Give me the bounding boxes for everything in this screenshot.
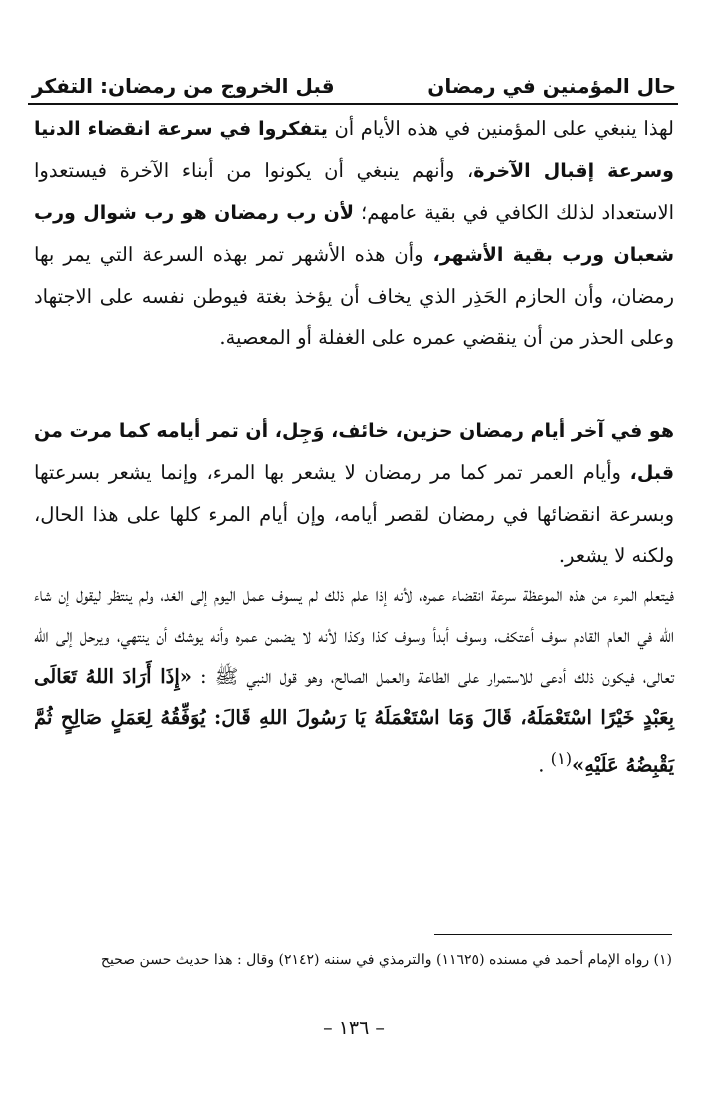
bold-emphasis: يتفكروا في سرعة انقضاء الدنيا وسرعة إقبال الآخرة: [34, 118, 674, 182]
paragraph-lesson: [34, 574, 674, 786]
running-header: [28, 72, 678, 102]
footnote-divider: [434, 934, 672, 935]
paragraph-text: لهذا ينبغي على المؤمنين في هذه الأيام أن: [327, 117, 674, 140]
bold-emphasis: هو في آخر أيام رمضان حزين، خائف، وَجِل، أن تمر أيامه كما مرت من قبل،: [34, 420, 675, 484]
hadith-quote: «إِذَا أَرَادَ اللهُ تَعَالَى بِعَبْدٍ خَيْرًا اسْتَعْمَلَهُ، قَالَ وَمَا اسْتَعْمَلَهُ يَا رَسُولَ اللهِ قَالَ: يُوَفِّقُهُ لِعَمَلٍ صَالِحٍ ثُمَّ يَقْبِضُهُ عَلَيْهِ»: [34, 665, 674, 777]
paragraph-text: وأيام العمر تمر كما مر رمضان لا يشعر بها المرء، وإنما يشعر بسرعتها وبسرعة انقضائها في رمضان لقصر أيامه، وإن أيام المرء كلها على هذا الحال، ولكنه لا يشعر.: [34, 461, 674, 567]
page-number: – ١٣٦ –: [323, 1017, 385, 1039]
paragraph-text: ، وأنهم ينبغي أن يكونوا من أبناء الآخرة فيستعدوا الاستعداد لذلك الكافي في بقية عامهم؛: [34, 159, 674, 224]
paragraph-end: .: [538, 753, 551, 777]
header-chapter-title: قبل الخروج من رمضان: التفكر: [32, 74, 335, 98]
paragraph-sadness: [34, 410, 674, 576]
footnote: (١) رواه الإمام أحمد في مسنده (١١٦٢٥) والترمذي في سننه (٢١٤٢) وقال : هذا حديث حسن صحيح: [100, 952, 672, 968]
paragraph-text: فيتعلم المرء من هذه الموعظة سرعة انقضاء عمره، لأنه إذا علم ذلك لم يسوف عمل اليوم إلى الغد، ولم ينتظر ليقول إن شاء الله في العام القادم سوف أعتكف، وسوف أبدأ وسوف كذا وكذا لأنه لا يضمن عمره وأنه يوشك أن ينتهي، ويرحل إلى الله تعالى، فيكون ذلك أدعى للاستمرار على الطاعة والعمل الصالح، وهو قول النبي ﷺ :: [34, 583, 674, 688]
paragraph-text: وأن هذه الأشهر تمر بهذه السرعة التي يمر بها رمضان، وأن الحازم الحَذِر الذي يخاف أن يؤخذ بغتة فيوطن نفسه على الاجتهاد وعلى الحذر من أن ينقضي عمره على الغفلة أو المعصية.: [34, 243, 674, 349]
paragraph-reflection: [34, 108, 674, 358]
footnote-marker: (١): [550, 749, 573, 768]
bold-emphasis: لأن رب رمضان هو رب شوال ورب شعبان ورب بقية الأشهر،: [34, 202, 675, 266]
header-book-title: حال المؤمنين في رمضان: [427, 74, 676, 98]
header-divider: [28, 103, 678, 105]
